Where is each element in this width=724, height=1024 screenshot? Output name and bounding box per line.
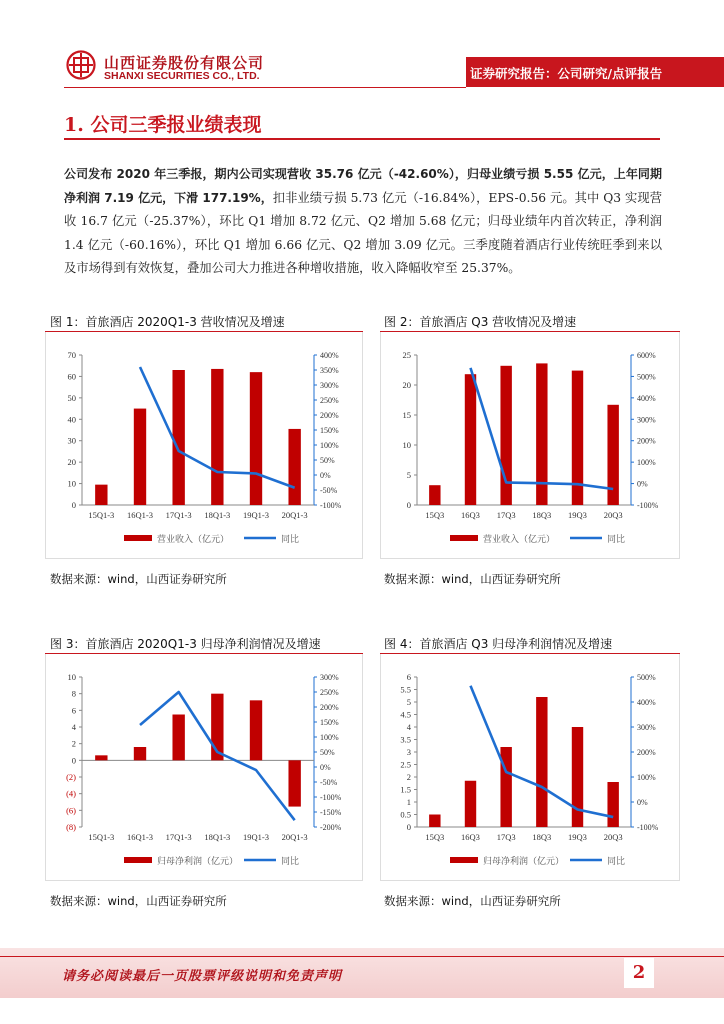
figure-4-chart xyxy=(381,655,679,880)
left-tick-label: 20 xyxy=(402,380,411,390)
bar xyxy=(172,370,184,505)
x-tick-label: 19Q1-3 xyxy=(243,510,269,520)
bar xyxy=(536,697,547,827)
left-tick-label: 4 xyxy=(406,722,411,732)
left-tick-label: 20 xyxy=(67,457,76,468)
right-tick-label: 100% xyxy=(320,733,339,742)
right-tick-label: -50% xyxy=(320,778,338,787)
legend-line-label: 同比 xyxy=(607,534,626,544)
right-tick-label: 500% xyxy=(637,372,656,382)
bar xyxy=(572,727,583,827)
x-tick-label: 15Q1-3 xyxy=(88,510,115,520)
left-tick-label: (4) xyxy=(66,788,76,799)
legend-bar-label: 营业收入（亿元） xyxy=(157,534,230,544)
report-type: 证券研究报告：公司研究/点评报告 xyxy=(470,66,663,81)
right-tick-label: 300% xyxy=(637,415,656,425)
bar xyxy=(500,366,511,505)
right-tick-label: 100% xyxy=(637,773,656,782)
logo-icon xyxy=(66,50,96,80)
x-tick-label: 15Q1-3 xyxy=(88,832,115,842)
left-tick-label: 10 xyxy=(67,478,76,489)
left-tick-label: 50 xyxy=(67,392,76,403)
left-tick-label: 0 xyxy=(406,500,411,510)
bar xyxy=(95,485,107,505)
right-tick-label: 250% xyxy=(320,396,339,405)
x-tick-label: 17Q3 xyxy=(496,510,516,520)
figure-3-title: 图 3：首旅酒店 2020Q1-3 归母净利润情况及增速 xyxy=(50,637,321,651)
x-tick-label: 20Q1-3 xyxy=(281,832,308,842)
right-tick-label: -100% xyxy=(637,823,659,832)
right-tick-label: 400% xyxy=(637,393,656,403)
x-tick-label: 17Q1-3 xyxy=(165,510,192,520)
right-tick-label: 250% xyxy=(320,688,339,697)
bar xyxy=(465,781,476,827)
left-tick-label: 15 xyxy=(402,410,411,420)
legend-line-label: 同比 xyxy=(607,856,626,866)
right-tick-label: 150% xyxy=(320,426,339,435)
left-tick-label: 1 xyxy=(406,797,411,807)
left-tick-label: 3 xyxy=(406,747,411,757)
right-tick-label: -200% xyxy=(320,823,342,832)
bar xyxy=(134,409,146,505)
right-tick-label: 0% xyxy=(320,471,331,480)
left-tick-label: 0 xyxy=(406,822,411,832)
legend-line-label: 同比 xyxy=(281,856,300,866)
company-name-cn: 山西证券股份有限公司 xyxy=(104,54,265,72)
right-tick-label: 300% xyxy=(320,381,339,390)
right-tick-label: 50% xyxy=(320,456,335,465)
x-tick-label: 16Q1-3 xyxy=(127,510,153,520)
right-tick-label: 150% xyxy=(320,718,339,727)
figure-4-title: 图 4：首旅酒店 Q3 归母净利润情况及增速 xyxy=(384,637,613,651)
x-tick-label: 16Q3 xyxy=(461,832,480,842)
left-tick-label: 2 xyxy=(71,738,76,749)
x-tick-label: 18Q1-3 xyxy=(204,510,231,520)
x-tick-label: 18Q1-3 xyxy=(204,832,231,842)
figure-2-source: 数据来源：wind，山西证券研究所 xyxy=(384,572,561,586)
page-number: 2 xyxy=(624,958,654,988)
right-tick-label: 500% xyxy=(637,673,656,682)
x-tick-label: 18Q3 xyxy=(532,832,552,842)
left-tick-label: (2) xyxy=(66,772,76,782)
bar xyxy=(211,369,223,505)
x-tick-label: 19Q3 xyxy=(568,832,587,842)
figure-2-title: 图 2：首旅酒店 Q3 营收情况及增速 xyxy=(384,315,577,329)
figure-2-chart xyxy=(381,333,679,558)
right-tick-label: 50% xyxy=(320,748,335,757)
right-tick-label: -100% xyxy=(320,501,342,510)
left-tick-label: (6) xyxy=(66,805,76,816)
left-tick-label: 30 xyxy=(67,435,76,446)
bar xyxy=(172,715,184,761)
left-tick-label: 4 xyxy=(71,722,76,732)
left-tick-label: 0 xyxy=(71,500,76,510)
bar xyxy=(250,372,262,505)
x-tick-label: 19Q1-3 xyxy=(243,832,269,842)
left-tick-label: 2.5 xyxy=(400,759,411,770)
section-title-rule xyxy=(64,138,660,140)
legend-bar-swatch xyxy=(450,535,478,541)
x-tick-label: 19Q3 xyxy=(568,510,587,520)
figure-1-chart xyxy=(46,333,362,558)
right-tick-label: 200% xyxy=(320,703,339,712)
summary-paragraph xyxy=(64,163,662,281)
right-tick-label: 0% xyxy=(637,479,648,489)
left-tick-label: 1.5 xyxy=(400,784,411,795)
left-tick-label: 5 xyxy=(406,697,411,707)
right-tick-label: 100% xyxy=(320,441,339,450)
right-tick-label: 400% xyxy=(320,351,339,360)
figure-1-source: 数据来源：wind，山西证券研究所 xyxy=(50,572,227,586)
legend-line-label: 同比 xyxy=(281,534,300,544)
x-tick-label: 18Q3 xyxy=(532,510,552,520)
left-tick-label: 5 xyxy=(406,470,411,480)
left-tick-label: 10 xyxy=(402,440,411,450)
left-tick-label: 2 xyxy=(406,772,411,782)
bar xyxy=(429,815,440,828)
x-tick-label: 16Q1-3 xyxy=(127,832,153,842)
legend-bar-swatch xyxy=(450,857,478,863)
x-tick-label: 15Q3 xyxy=(425,510,445,520)
legend-bar-label: 归母净利润（亿元） xyxy=(157,856,239,866)
bar xyxy=(429,485,440,505)
left-tick-label: 8 xyxy=(71,688,76,699)
legend-bar-label: 归母净利润（亿元） xyxy=(483,856,565,866)
right-tick-label: 0% xyxy=(637,798,648,807)
summary-lead: 公司发布 2020 年三季报，期内公司实现营收 35.76 亿元（-42.60%），归母业绩亏损 5.55 亿元，上年同期净利润 7.19 亿元，下滑 177.19%， xyxy=(64,167,662,205)
bar xyxy=(607,405,618,505)
company-name-en: SHANXI SECURITIES CO., LTD. xyxy=(104,70,260,82)
x-tick-label: 15Q3 xyxy=(425,832,445,842)
x-tick-label: 20Q1-3 xyxy=(281,510,308,520)
figure-1-title: 图 1：首旅酒店 2020Q1-3 营收情况及增速 xyxy=(50,315,285,329)
figure-3-source: 数据来源：wind，山西证券研究所 xyxy=(50,894,227,908)
summary-rest: 扣非业绩亏损 5.73 亿元（-16.84%），EPS-0.56 元。其中 Q3 实现营收 16.7 亿元（-25.37%），环比 Q1 增加 8.72 亿元、Q2 增加 5.68 亿元；归母业绩年内首次转正，净利润 1.4 亿元（-60.16%），环比 Q1 增加 6.66 亿元、Q2 增加 3.09 亿元。三季度随着酒店行业传统旺季到来以及市场得到有效恢复，叠加公司大力推进各种增收措施，收入降幅收窄至 25.37%。 xyxy=(64,190,662,275)
left-tick-label: 25 xyxy=(402,350,411,360)
left-tick-label: 5.5 xyxy=(400,684,411,695)
left-tick-label: 4.5 xyxy=(400,709,411,720)
section-title: 1. 公司三季报业绩表现 xyxy=(64,114,262,136)
bar xyxy=(95,755,107,760)
bar xyxy=(607,782,618,827)
bar xyxy=(288,429,300,505)
legend-bar-label: 营业收入（亿元） xyxy=(483,534,556,544)
legend-bar-swatch xyxy=(124,535,152,541)
figure-4-source: 数据来源：wind，山西证券研究所 xyxy=(384,894,561,908)
left-tick-label: 3.5 xyxy=(400,734,411,745)
right-tick-label: 400% xyxy=(637,698,656,707)
right-tick-label: -100% xyxy=(320,793,342,802)
x-tick-label: 17Q1-3 xyxy=(165,832,192,842)
right-tick-label: 200% xyxy=(637,436,656,446)
x-tick-label: 20Q3 xyxy=(603,832,623,842)
left-tick-label: 0 xyxy=(71,755,76,766)
footer-disclaimer: 请务必阅读最后一页股票评级说明和免责声明 xyxy=(62,969,343,984)
left-tick-label: 0.5 xyxy=(400,809,411,820)
footer-rule xyxy=(0,956,724,957)
right-tick-label: -100% xyxy=(637,501,659,510)
bar xyxy=(134,747,146,760)
bar xyxy=(250,700,262,760)
right-tick-label: 200% xyxy=(320,411,339,420)
left-tick-label: 6 xyxy=(71,705,76,716)
right-tick-label: 300% xyxy=(637,723,656,732)
header-rule xyxy=(64,87,466,88)
right-tick-label: 350% xyxy=(320,366,339,375)
x-tick-label: 17Q3 xyxy=(496,832,516,842)
x-tick-label: 20Q3 xyxy=(603,510,623,520)
right-tick-label: 100% xyxy=(637,458,656,468)
left-tick-label: 70 xyxy=(67,350,76,360)
left-tick-label: (8) xyxy=(66,822,76,832)
right-tick-label: 200% xyxy=(637,748,656,757)
bar xyxy=(465,374,476,505)
right-tick-label: -150% xyxy=(320,808,342,817)
figure-3-chart xyxy=(46,655,362,880)
left-tick-label: 6 xyxy=(406,672,411,682)
x-tick-label: 16Q3 xyxy=(461,510,480,520)
right-tick-label: 0% xyxy=(320,763,331,772)
left-tick-label: 10 xyxy=(67,672,76,682)
legend-bar-swatch xyxy=(124,857,152,863)
right-tick-label: 300% xyxy=(320,673,339,682)
bar xyxy=(288,760,300,806)
left-tick-label: 40 xyxy=(67,414,76,425)
right-tick-label: 600% xyxy=(637,351,656,360)
left-tick-label: 60 xyxy=(67,371,76,382)
right-tick-label: -50% xyxy=(320,486,338,495)
